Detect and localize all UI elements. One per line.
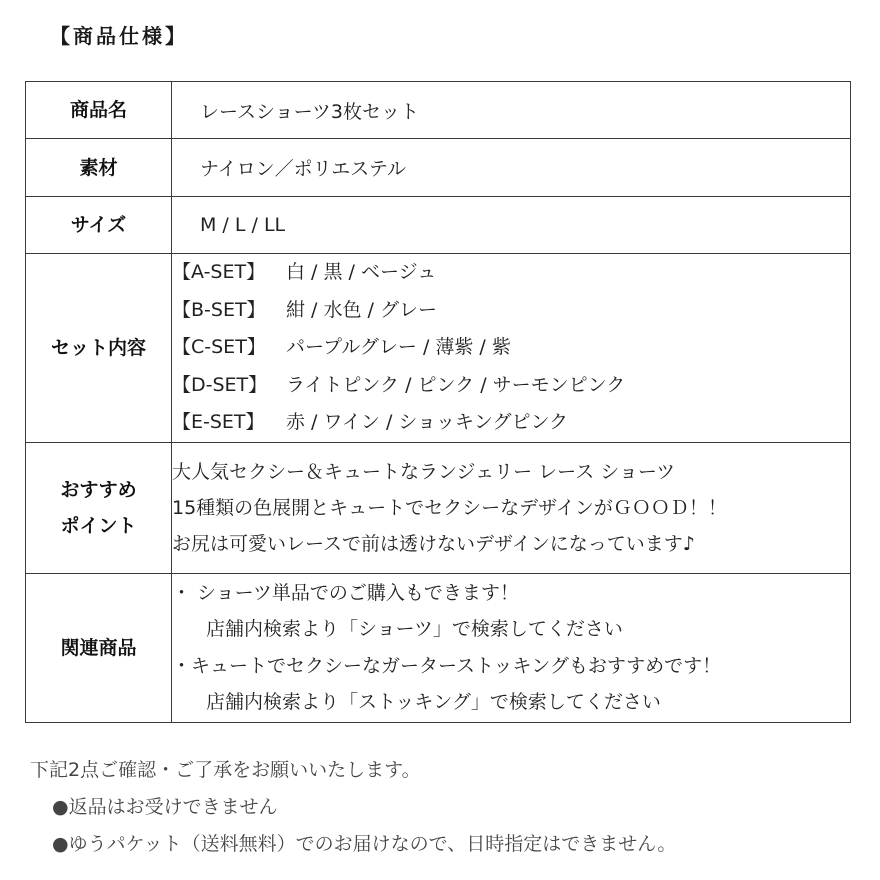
table-row-name: [26, 82, 851, 139]
row-label-name: 商品名: [26, 82, 172, 139]
related-line: ・ ショーツ単品でのご購入もできます！: [172, 581, 519, 604]
row-value-related: [172, 573, 851, 722]
table-row-sets: [26, 254, 851, 443]
set-tag: 【A-SET】: [172, 261, 266, 283]
table-row-points: [26, 442, 851, 573]
set-colors: 白 / 黒 / ベージュ: [286, 261, 437, 283]
set-colors: パープルグレー / 薄紫 / 紫: [286, 336, 511, 358]
point-line: 大人気セクシー＆キュートなランジェリー レース ショーツ: [172, 460, 676, 483]
set-line: [172, 329, 850, 367]
related-line: 店舗内検索より「ショーツ」で検索してください: [206, 618, 623, 640]
set-colors: 紺 / 水色 / グレー: [286, 298, 437, 321]
row-value-sets: [172, 254, 851, 443]
set-line: [172, 404, 850, 442]
row-value-material: ナイロン／ポリエステル: [172, 139, 851, 197]
set-line: [172, 292, 850, 330]
row-label-points: [26, 442, 172, 573]
set-colors: 赤 / ワイン / ショッキングピンク: [286, 411, 569, 433]
set-line: [172, 254, 850, 292]
set-colors: ライトピンク / ピンク / サーモンピンク: [286, 373, 626, 396]
row-label-sets: セット内容: [26, 254, 172, 443]
set-tag: 【E-SET】: [172, 411, 265, 433]
set-tag: 【B-SET】: [172, 298, 266, 321]
note-item: ●返品はお受けできません: [52, 796, 278, 818]
table-row-material: [26, 139, 851, 197]
row-value-points: [172, 442, 851, 573]
row-label-material: 素材: [26, 139, 172, 197]
row-label-points-line1: おすすめ: [60, 478, 137, 501]
table-row-size: [26, 197, 851, 254]
spec-table: [25, 81, 851, 723]
row-label-related: 関連商品: [26, 573, 172, 722]
set-tag: 【C-SET】: [172, 336, 266, 358]
table-row-related: [26, 573, 851, 722]
row-value-size: M / L / LL: [172, 197, 851, 254]
point-line: お尻は可愛いレースで前は透けないデザインになっています♪: [172, 532, 695, 555]
row-label-size: サイズ: [26, 197, 172, 254]
row-label-points-line2: ポイント: [60, 514, 137, 537]
point-line: 15種類の色展開とキュートでセクシーなデザインがＧＯＯＤ！！: [172, 496, 727, 519]
notes-section: [30, 752, 676, 863]
notes-intro: 下記2点ご確認・ご了承をお願いいたします。: [30, 759, 421, 781]
row-value-name: レースショーツ3枚セット: [172, 82, 851, 139]
note-item: ●ゆうパケット（送料無料）でのお届けなので、日時指定はできません。: [52, 833, 677, 855]
section-heading: 【商品仕様】: [50, 24, 188, 48]
set-line: [172, 367, 850, 405]
set-tag: 【D-SET】: [172, 373, 268, 396]
related-line: ・キュートでセクシーなガーターストッキングもおすすめです！: [172, 654, 722, 677]
related-line: 店舗内検索より「ストッキング」で検索してください: [206, 691, 661, 713]
